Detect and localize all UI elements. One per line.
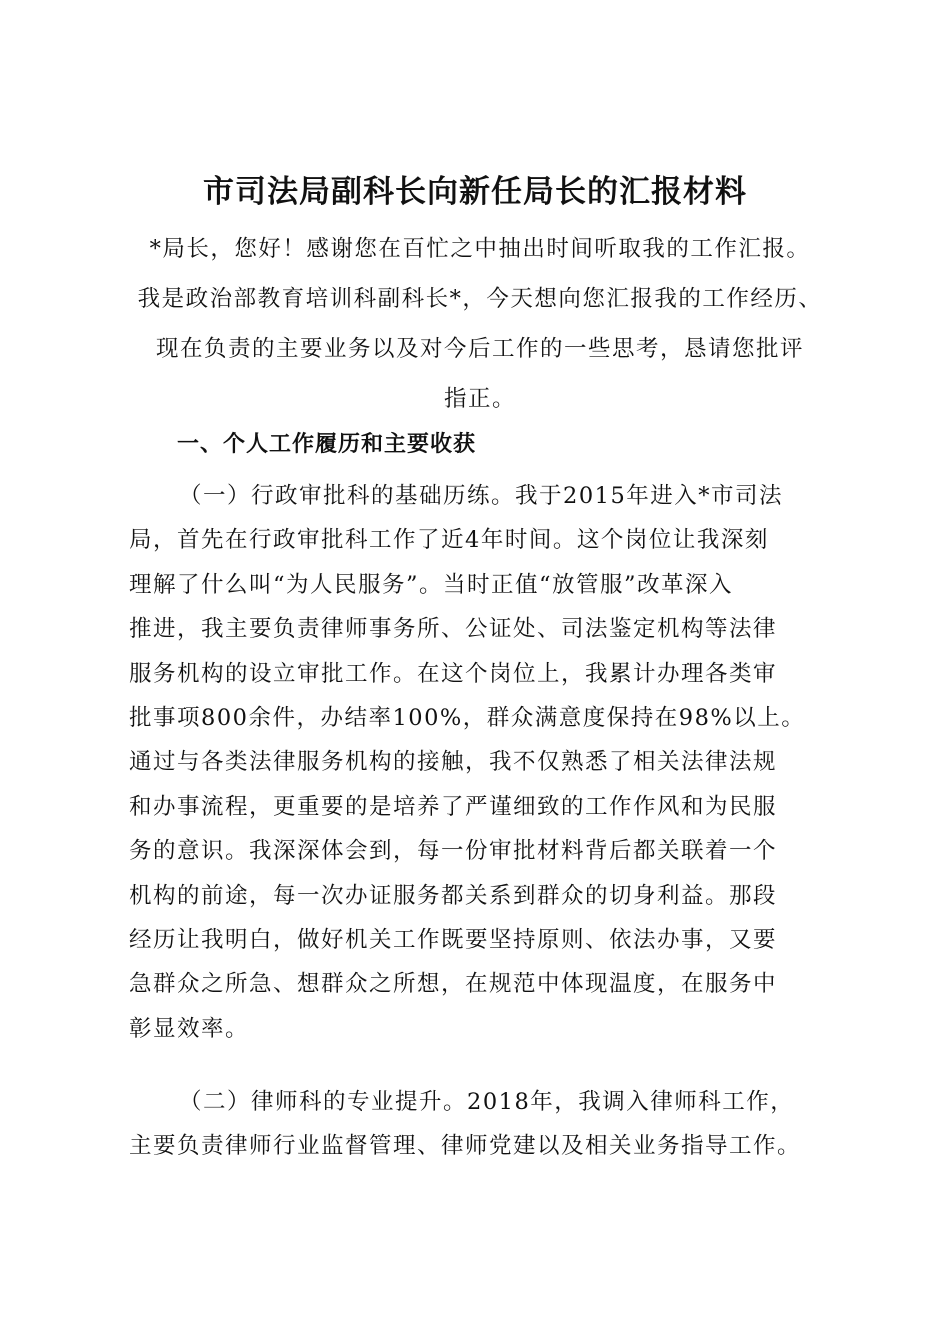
paragraph-line: 通过与各类法律服务机构的接触，我不仅熟悉了相关法律法规 [129,749,778,776]
paragraph-line: 经历让我明白，做好机关工作既要坚持原则、依法办事，又要 [129,927,778,954]
paragraph-line: 推进，我主要负责律师事务所、公证处、司法鉴定机构等法律 [129,616,778,643]
paragraph-line: 服务机构的设立审批工作。在这个岗位上，我累计办理各类审 [129,660,778,687]
greeting-line: *局长，您好！感谢您在百忙之中抽出时间听取我的工作汇报。 [149,236,811,262]
paragraph-line: 局，首先在行政审批科工作了近4年时间。这个岗位让我深刻 [129,527,769,554]
greeting-line: 现在负责的主要业务以及对今后工作的一些思考，恳请您批评 [155,336,804,362]
section-heading: 一、个人工作履历和主要收获 [177,432,477,457]
document-title: 市司法局副科长向新任局长的汇报材料 [203,174,747,210]
paragraph-line: 和办事流程，更重要的是培养了严谨细致的工作作风和为民服 [129,793,778,820]
paragraph-line: 理解了什么叫“为人民服务”。当时正值“放管服”改革深入 [129,571,734,598]
paragraph-line: 务的意识。我深深体会到，每一份审批材料背后都关联着一个 [129,838,778,865]
paragraph-line: （一）行政审批科的基础历练。我于2015年进入*市司法 [179,483,784,509]
paragraph-line: 机构的前途，每一次办证服务都关系到群众的切身利益。那段 [129,882,778,909]
paragraph-line: 主要负责律师行业监督管理、律师党建以及相关业务指导工作。 [129,1133,802,1160]
body-paragraph-2 [129,1080,834,1169]
greeting-line: 指正。 [443,386,516,412]
paragraph-line: （二）律师科的专业提升。2018年，我调入律师科工作， [179,1089,795,1115]
paragraph-line: 批事项800余件，办结率100%，群众满意度保持在98%以上。 [129,705,806,732]
body-paragraph-1 [129,474,834,1051]
greeting-paragraph [125,224,835,424]
paragraph-line: 急群众之所急、想群众之所想，在规范中体现温度，在服务中 [129,971,778,998]
paragraph-line: 彰显效率。 [129,1015,250,1042]
greeting-line: 我是政治部教育培训科副科长*，今天想向您汇报我的工作经历、 [137,286,823,312]
